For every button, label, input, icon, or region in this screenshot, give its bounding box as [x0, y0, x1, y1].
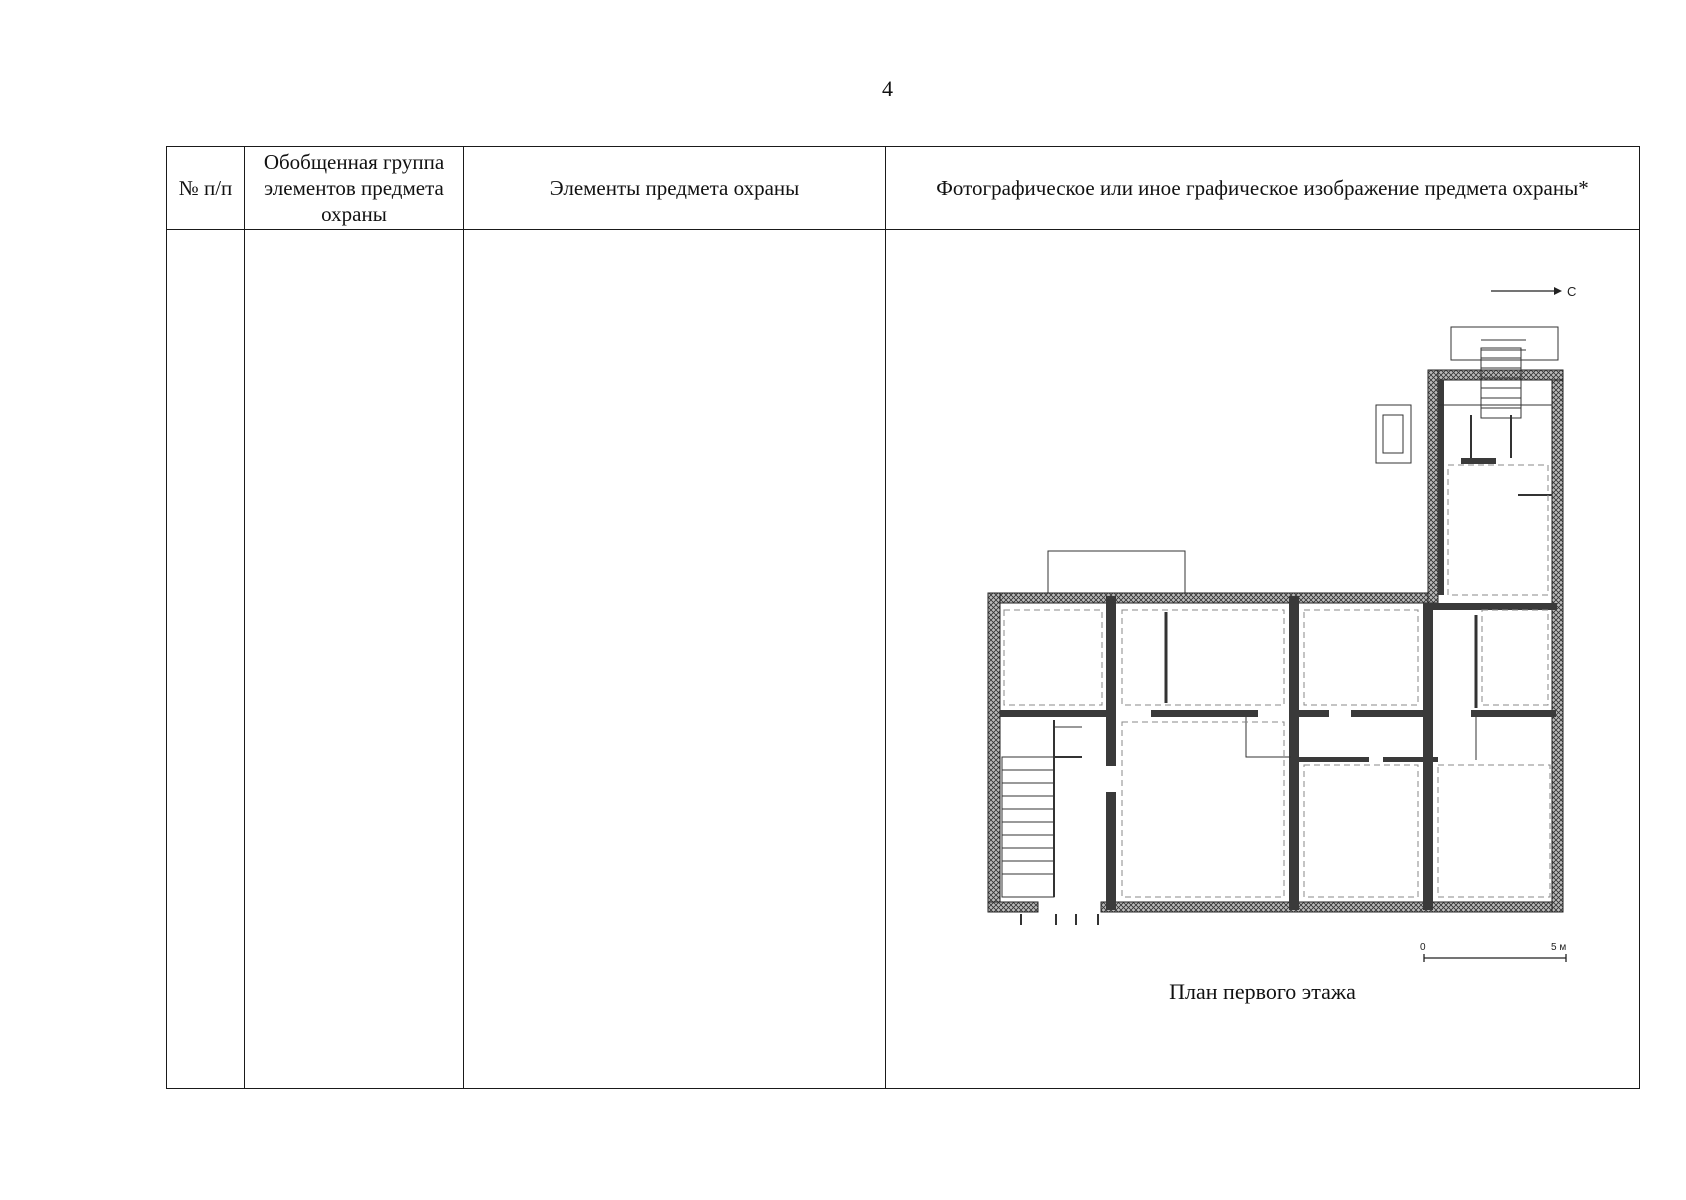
header-number: № п/п [167, 147, 245, 230]
header-elements: Элементы предмета охраны [464, 147, 886, 230]
header-image: Фотографическое или иное графическое изображение предмета охраны* [886, 147, 1640, 230]
scale-end-label: 5 м [1551, 942, 1567, 953]
cell-group [245, 230, 464, 1089]
table-row [167, 230, 1640, 1089]
partitions [1004, 405, 1552, 897]
staircase-lower-left [1002, 720, 1082, 897]
north-label: С [1567, 284, 1577, 299]
cell-elements [464, 230, 886, 1089]
scale-start-label: 0 [1420, 942, 1426, 953]
header-group: Обобщенная группа элементов предмета охраны [245, 147, 464, 230]
scale-bar [1424, 954, 1566, 962]
entrance-marks [1021, 914, 1098, 925]
north-arrow-icon [1491, 287, 1562, 295]
cell-number [167, 230, 245, 1089]
protection-elements-table [166, 146, 1640, 1089]
table-header-row [167, 147, 1640, 230]
interior-walls [1000, 380, 1557, 910]
plan-caption: План первого этажа [1169, 979, 1356, 1004]
cell-image [886, 230, 1640, 1089]
staircase-upper-right [1481, 348, 1521, 418]
page-number: 4 [882, 76, 893, 101]
floor-plan-drawing [886, 230, 1638, 1090]
